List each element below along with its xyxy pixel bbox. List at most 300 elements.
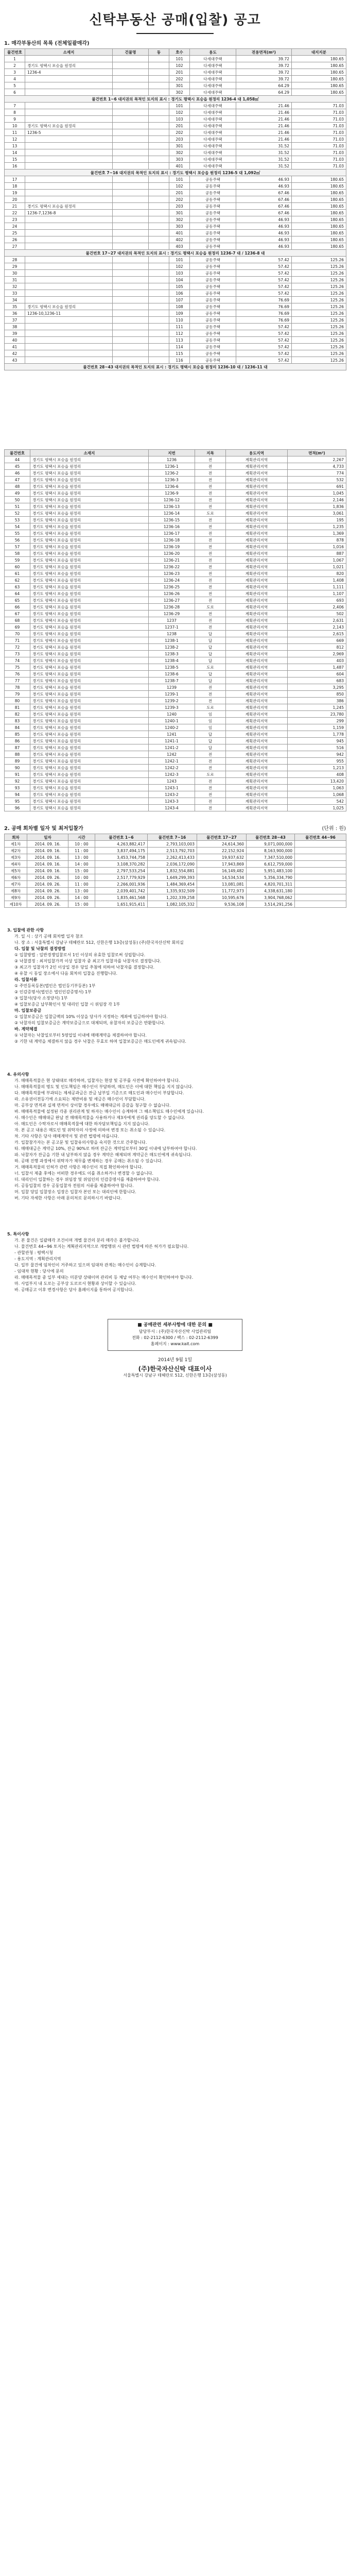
table-cell xyxy=(149,123,169,129)
table-cell xyxy=(295,861,346,868)
table-cell: 57.42 xyxy=(236,263,292,270)
table-cell: 386 xyxy=(288,698,346,704)
table-cell: 401 xyxy=(169,163,190,170)
table-cell: 71.03 xyxy=(292,149,346,156)
table-cell: 계획관리지역 xyxy=(226,597,288,604)
table-cell: 전 xyxy=(195,751,226,758)
table-cell: 112 xyxy=(169,330,190,337)
text-line: 마. 입찰보증금 xyxy=(14,1008,42,1013)
table-row xyxy=(5,470,346,477)
table-cell: 10,595,676 xyxy=(197,894,247,901)
table-row xyxy=(5,557,346,564)
contact-box xyxy=(108,1319,242,1351)
table-cell: 1236-2 xyxy=(149,470,195,477)
table-cell xyxy=(25,263,113,270)
text-line: ② 인감증명서(법인은 법인인감증명서) 1부 xyxy=(14,990,92,994)
table-cell: 경기도 평택시 포승읍 원정리 xyxy=(30,805,149,811)
table-cell: 39 xyxy=(5,330,25,337)
table-cell: 604 xyxy=(288,671,346,677)
table-cell: 71.03 xyxy=(292,103,346,109)
table-cell: 39.72 xyxy=(236,56,292,62)
table-cell: 전 xyxy=(195,463,226,470)
text-line: 카. 입찰참가자는 본 공고문 및 입찰유의사항을 숙지한 것으로 간주합니다. xyxy=(14,1140,147,1145)
table-cell: 경기도 평택시 포승읍 원정리 xyxy=(25,303,113,310)
table-cell: 43 xyxy=(5,357,25,364)
table-row xyxy=(5,751,346,758)
table-cell: 경기도 평택시 포승읍 원정리 xyxy=(30,778,149,785)
table-cell: 계획관리지역 xyxy=(226,651,288,657)
table-cell xyxy=(149,143,169,149)
table-cell: 125.26 xyxy=(292,263,346,270)
text-line: ③ 최고가 입찰자가 2인 이상일 경우 당일 추첨에 의하여 낙찰자를 결정합니다. xyxy=(14,965,155,970)
table-cell: 2,262,413,433 xyxy=(148,854,197,861)
table-cell xyxy=(25,257,113,263)
table-cell: 계획관리지역 xyxy=(226,704,288,711)
table-cell: 102 xyxy=(169,263,190,270)
table-cell: 전 xyxy=(195,684,226,691)
table-cell: 1,045 xyxy=(288,490,346,497)
table-cell: 3,295 xyxy=(288,684,346,691)
column-header: 물건번호 7~16 xyxy=(148,834,197,841)
table-cell: 86 xyxy=(5,738,30,744)
table-cell: 2014. 09. 16. xyxy=(27,861,68,868)
table-cell: 4,338,631,180 xyxy=(247,888,295,894)
table-cell: 10 : 00 xyxy=(68,841,95,848)
table-cell: 4 xyxy=(5,76,25,82)
table-cell xyxy=(25,337,113,344)
table-cell: 21 xyxy=(5,203,25,210)
text-line: 마. 공부상 면적과 실제 면적이 상이할 경우에도 매매대금의 증감을 청구할 수 없습니다. xyxy=(14,1103,171,1108)
text-line: 사. 매수인은 매매대금 완납 전 매매목적물을 사용하거나 제3자에게 권리를 양도할 수 없습니다. xyxy=(14,1115,185,1120)
table-cell xyxy=(113,109,149,116)
table-cell: 2,039,401,742 xyxy=(95,888,148,894)
table-cell xyxy=(113,317,149,324)
table-cell: 1236-1 xyxy=(149,463,195,470)
table-cell: 계획관리지역 xyxy=(226,604,288,611)
text-line: ① 주민등록등본(법인은 법인등기부등본) 1부 xyxy=(14,984,96,988)
table-cell: 경기도 평택시 포승읍 원정리 xyxy=(25,123,113,129)
table-cell: 13,081,081 xyxy=(197,881,247,888)
table-cell: 102 xyxy=(169,109,190,116)
table-cell: 다세대주택 xyxy=(190,103,236,109)
table-cell: 9 xyxy=(5,116,25,123)
table-cell: 31.52 xyxy=(236,163,292,170)
table-row xyxy=(5,243,346,250)
table-cell: 180.65 xyxy=(292,56,346,62)
table-cell: 경기도 평택시 포승읍 원정리 xyxy=(30,791,149,798)
header xyxy=(0,0,350,38)
text-line: 바. 공매공고 이후 변경사항은 당사 홈페이지를 통하여 공지합니다. xyxy=(14,1287,134,1292)
table-row xyxy=(5,270,346,277)
table-cell: 774 xyxy=(288,470,346,477)
table-cell: 1240-1 xyxy=(149,718,195,724)
table-row xyxy=(5,704,346,711)
table-cell: 전 xyxy=(195,570,226,577)
table-cell: 2014. 09. 26. xyxy=(27,888,68,894)
table-cell: 답 xyxy=(195,644,226,651)
table-row xyxy=(5,577,346,584)
table-row xyxy=(5,196,346,203)
table-cell: 57.42 xyxy=(236,344,292,350)
table-cell: 110 xyxy=(169,317,190,324)
land-list-table xyxy=(4,449,346,811)
table-cell: 48 xyxy=(5,483,30,490)
table-cell: 69 xyxy=(5,624,30,631)
table-cell xyxy=(295,868,346,874)
table-cell xyxy=(113,76,149,82)
table-cell: 경기도 평택시 포승읍 원정리 xyxy=(30,644,149,651)
table-cell: 경기도 평택시 포승읍 원정리 xyxy=(30,744,149,751)
table-cell: 전 xyxy=(195,758,226,765)
table-cell: 57.42 xyxy=(236,337,292,344)
table-cell: 7,347,510,000 xyxy=(247,854,295,861)
table-row xyxy=(5,684,346,691)
table-cell: 24,614,360 xyxy=(197,841,247,848)
table-cell: 답 xyxy=(195,744,226,751)
table-cell: 계획관리지역 xyxy=(226,677,288,684)
text-line: 파. 낙찰자가 잔금을 기한 내 납부하지 않을 경우 계약은 해제되며 계약금은 매도인에게 귀속됩니다. xyxy=(14,1153,192,1157)
table-cell xyxy=(113,344,149,350)
table-row xyxy=(5,805,346,811)
table-row xyxy=(5,848,346,854)
table-cell: 21.46 xyxy=(236,116,292,123)
table-cell: 180.65 xyxy=(292,89,346,96)
table-cell xyxy=(25,56,113,62)
table-cell: 전 xyxy=(195,537,226,544)
table-cell xyxy=(149,136,169,143)
table-cell: 10 xyxy=(5,123,25,129)
table-cell: 임 xyxy=(195,718,226,724)
section-3 xyxy=(0,927,350,1056)
table-cell: 11 xyxy=(5,129,25,136)
table-cell: 46.93 xyxy=(236,223,292,230)
table-cell: 계획관리지역 xyxy=(226,671,288,677)
table-cell: 14 : 00 xyxy=(68,861,95,868)
table-cell: 850 xyxy=(288,691,346,698)
table-cell: 21.46 xyxy=(236,109,292,116)
table-header-row xyxy=(5,834,346,841)
table-cell xyxy=(149,310,169,317)
text-line: - 용도지역 : 계획관리지역 xyxy=(14,1257,61,1261)
table-cell: 계획관리지역 xyxy=(226,570,288,577)
table-cell: 691 xyxy=(288,483,346,490)
table-cell: 공동주택 xyxy=(190,190,236,196)
table-row xyxy=(5,901,346,908)
table-cell: 23 xyxy=(5,216,25,223)
table-cell: 542 xyxy=(288,798,346,805)
table-cell: 계획관리지역 xyxy=(226,785,288,791)
table-cell: 1237 xyxy=(149,617,195,624)
table-cell: 다세대주택 xyxy=(190,143,236,149)
table-cell: 다세대주택 xyxy=(190,149,236,156)
notice-date: 2014년 9월 1일 xyxy=(157,1358,192,1363)
table-cell: 34 xyxy=(5,297,25,303)
table-cell: 39.72 xyxy=(236,76,292,82)
table-cell: 3 xyxy=(5,69,25,76)
table-cell: 1236-20 xyxy=(149,550,195,557)
table-cell: 임 xyxy=(195,711,226,718)
table-cell: 94 xyxy=(5,791,30,798)
table-cell: 1,202,339,258 xyxy=(148,894,197,901)
table-row xyxy=(5,771,346,778)
table-cell xyxy=(113,116,149,123)
table-cell: 9,536,108 xyxy=(197,901,247,908)
table-cell: 1,082,105,332 xyxy=(148,901,197,908)
table-cell: 전 xyxy=(195,765,226,771)
table-cell xyxy=(113,216,149,223)
table-row xyxy=(5,537,346,544)
table-cell: 계획관리지역 xyxy=(226,490,288,497)
table-cell: 공동주택 xyxy=(190,330,236,337)
table-cell: 57.42 xyxy=(236,357,292,364)
table-cell xyxy=(149,303,169,310)
table-cell: 46.93 xyxy=(236,236,292,243)
table-cell: 전 xyxy=(195,456,226,463)
column-header: 물건번호 44~96 xyxy=(295,834,346,841)
table-row xyxy=(5,216,346,223)
contact-footer xyxy=(0,1314,350,1396)
table-cell: 8 xyxy=(5,109,25,116)
table-cell: 45 xyxy=(5,463,30,470)
table-cell: 9,071,000,000 xyxy=(247,841,295,848)
table-row xyxy=(5,503,346,510)
table-cell: 82 xyxy=(5,711,30,718)
table-cell: 경기도 평택시 포승읍 원정리 xyxy=(30,483,149,490)
table-cell xyxy=(149,109,169,116)
table-cell xyxy=(113,136,149,143)
table-row xyxy=(5,277,346,283)
text-line: 자. 본 공고 내용은 매도인 및 위탁자의 사정에 의하여 변경 또는 취소될 수 있습니다. xyxy=(14,1128,166,1132)
text-line: 아. 매도인은 수탁자로서 매매목적물에 대한 하자담보책임을 지지 않습니다. xyxy=(14,1122,150,1126)
table-cell: 1,235 xyxy=(288,523,346,530)
table-cell: 13 : 00 xyxy=(68,888,95,894)
table-cell: 2,143 xyxy=(288,624,346,631)
table-cell: 125.26 xyxy=(292,350,346,357)
table-cell: 1236-13 xyxy=(149,503,195,510)
table-cell: 계획관리지역 xyxy=(226,798,288,805)
table-cell: 도로 xyxy=(195,771,226,778)
text-line: 나. 매매목적물의 명도 및 인도책임은 매수인이 부담하며, 매도인은 이에 대한 책임을 지지 않습니다. xyxy=(14,1084,194,1089)
table-cell: 계획관리지역 xyxy=(226,503,288,510)
table-cell xyxy=(25,216,113,223)
table-cell: 3,061 xyxy=(288,510,346,517)
table-row xyxy=(5,330,346,337)
table-row xyxy=(5,868,346,874)
table-row xyxy=(5,456,346,463)
company-address: 서울특별시 강남구 테헤란로 512, 신한은행 13층(삼성동) xyxy=(123,1373,227,1378)
table-cell: 1236-3 xyxy=(149,477,195,483)
table-cell: 다세대주택 xyxy=(190,76,236,82)
table-cell: 91 xyxy=(5,771,30,778)
table-cell xyxy=(25,82,113,89)
table-cell: 2,036,172,090 xyxy=(148,861,197,868)
table-cell: 113 xyxy=(169,337,190,344)
text-line: 바. 계약체결 xyxy=(14,1027,38,1031)
table-cell: 683 xyxy=(288,677,346,684)
table-cell: 계획관리지역 xyxy=(226,805,288,811)
table-cell xyxy=(113,236,149,243)
table-cell: 402 xyxy=(169,236,190,243)
table-cell: 전 xyxy=(195,691,226,698)
table-cell: 95 xyxy=(5,798,30,805)
table-cell: 1,651,915,411 xyxy=(95,901,148,908)
table-cell xyxy=(149,176,169,183)
table-cell: 경기도 평택시 포승읍 원정리 xyxy=(30,684,149,691)
table-cell xyxy=(113,149,149,156)
table-cell xyxy=(25,196,113,203)
column-header: 동 xyxy=(149,49,169,56)
table-cell: 67.46 xyxy=(236,190,292,196)
table-cell: 1236-25 xyxy=(149,584,195,590)
table-cell: 301 xyxy=(169,143,190,149)
table-cell: 1,487 xyxy=(288,664,346,671)
table-cell: 180.65 xyxy=(292,183,346,190)
table-cell: 67.46 xyxy=(236,203,292,210)
table-cell xyxy=(149,283,169,290)
table-cell: 다세대주택 xyxy=(190,116,236,123)
table-cell: 299 xyxy=(288,718,346,724)
section-1 xyxy=(0,39,350,441)
table-cell: 19 xyxy=(5,190,25,196)
table-cell: 2 xyxy=(5,62,25,69)
table-cell: 83 xyxy=(5,718,30,724)
table-cell: 125.26 xyxy=(292,317,346,324)
table-cell: 1236-7,1236-8 xyxy=(25,210,113,216)
table-cell: 1236-16 xyxy=(149,523,195,530)
text-line: 가. 매매목적물은 현 상태대로 매각하며, 입찰자는 현장 및 공부를 사전에 확인하여야 합니다. xyxy=(14,1078,180,1083)
table-cell: 1236-14 xyxy=(149,510,195,517)
table-cell: 계획관리지역 xyxy=(226,544,288,550)
table-cell: 52 xyxy=(5,510,30,517)
table-cell: 1236-17 xyxy=(149,530,195,537)
table-cell xyxy=(295,841,346,848)
table-cell: 14 : 00 xyxy=(68,894,95,901)
table-cell xyxy=(149,103,169,109)
table-cell xyxy=(113,350,149,357)
text-line: ④ 유찰 시 동일 장소에서 다음 회차의 입찰을 진행합니다. xyxy=(14,971,118,976)
table-cell: 공동주택 xyxy=(190,337,236,344)
table-row xyxy=(5,463,346,470)
column-header: 물건번호 1~6 xyxy=(95,834,148,841)
table-cell: 2014. 09. 26. xyxy=(27,894,68,901)
table-cell: 180.65 xyxy=(292,82,346,89)
table-row xyxy=(5,570,346,577)
table-cell: 2,406 xyxy=(288,604,346,611)
table-cell: 40 xyxy=(5,337,25,344)
table-cell: 경기도 평택시 포승읍 원정리 xyxy=(30,503,149,510)
table-row xyxy=(5,854,346,861)
table-cell: 101 xyxy=(169,103,190,109)
text-line: 타. 매매대금은 계약금 10%, 잔금 90%로 하며 잔금은 계약일로부터 30일 이내에 납부하여야 합니다. xyxy=(14,1146,197,1151)
table-cell: 887 xyxy=(288,550,346,557)
table-cell: 1236 xyxy=(149,456,195,463)
table-cell: 계획관리지역 xyxy=(226,463,288,470)
table-cell xyxy=(149,163,169,170)
column-header: 건물명 xyxy=(113,49,149,56)
table-cell: 1243-4 xyxy=(149,805,195,811)
table-cell: 전 xyxy=(195,550,226,557)
table-cell: 44 xyxy=(5,456,30,463)
table-cell: 1242-1 xyxy=(149,758,195,765)
table-row xyxy=(5,310,346,317)
table-cell: 39.72 xyxy=(236,62,292,69)
table-cell: 37 xyxy=(5,317,25,324)
table-cell xyxy=(113,357,149,364)
table-row xyxy=(5,758,346,765)
table-cell xyxy=(113,257,149,263)
table-cell: 1,021 xyxy=(288,564,346,570)
table-cell: 1,408 xyxy=(288,577,346,584)
table-row xyxy=(5,109,346,116)
table-cell xyxy=(149,223,169,230)
table-cell: 35 xyxy=(5,303,25,310)
table-cell: 60 xyxy=(5,564,30,570)
table-cell: 계획관리지역 xyxy=(226,584,288,590)
table-cell: 46.93 xyxy=(236,216,292,223)
column-header: 물건번호 xyxy=(5,450,30,456)
table-cell: 공동주택 xyxy=(190,350,236,357)
table-cell: 4,263,882,417 xyxy=(95,841,148,848)
section-2 xyxy=(0,824,350,912)
table-cell: 1236-19 xyxy=(149,544,195,550)
table-cell: 125.26 xyxy=(292,290,346,297)
table-cell: 다세대주택 xyxy=(190,69,236,76)
table-cell: 전 xyxy=(195,798,226,805)
table-row xyxy=(5,631,346,637)
group-note: 물건번호 28~43 대지권의 목적인 토지의 표시 : 경기도 평택시 포승읍 원정리 1236-10 대 / 1236-11 대 xyxy=(5,364,346,370)
table-cell: 제4차 xyxy=(5,861,27,868)
table-cell: 303 xyxy=(169,156,190,163)
table-cell xyxy=(113,297,149,303)
table-cell: 1236-5 xyxy=(25,129,113,136)
table-cell: 1236-18 xyxy=(149,537,195,544)
table-cell: 전 xyxy=(195,584,226,590)
table-cell: 2014. 09. 16. xyxy=(27,868,68,874)
table-cell: 경기도 평택시 포승읍 원정리 xyxy=(30,798,149,805)
table-cell: 계획관리지역 xyxy=(226,744,288,751)
table-row xyxy=(5,263,346,270)
table-cell: 942 xyxy=(288,751,346,758)
table-cell: 계획관리지역 xyxy=(226,771,288,778)
table-cell: 102 xyxy=(169,183,190,190)
table-cell: 1237-1 xyxy=(149,624,195,631)
table-cell xyxy=(149,357,169,364)
table-row xyxy=(5,765,346,771)
table-cell: 125.26 xyxy=(292,310,346,317)
text-line: 라. 입찰서류 xyxy=(14,977,38,982)
table-cell: 195 xyxy=(288,517,346,523)
table-cell: 31.52 xyxy=(236,143,292,149)
table-cell: 계획관리지역 xyxy=(226,698,288,704)
table-cell xyxy=(149,350,169,357)
table-cell xyxy=(295,881,346,888)
column-header: 지번 xyxy=(149,450,195,456)
column-header: 물건번호 xyxy=(5,49,25,56)
table-cell: 21.46 xyxy=(236,123,292,129)
table-cell: 1,213 xyxy=(288,765,346,771)
table-cell: 180.65 xyxy=(292,236,346,243)
table-cell: 401 xyxy=(169,230,190,236)
table-cell: 403 xyxy=(288,657,346,664)
table-cell: 125.26 xyxy=(292,283,346,290)
table-cell: 계획관리지역 xyxy=(226,456,288,463)
table-cell: 경기도 평택시 포승읍 원정리 xyxy=(30,577,149,584)
table-row xyxy=(5,350,346,357)
column-header: 일자 xyxy=(27,834,68,841)
table-row xyxy=(5,881,346,888)
table-cell: 108 xyxy=(169,303,190,310)
table-cell: 1238-5 xyxy=(149,664,195,671)
